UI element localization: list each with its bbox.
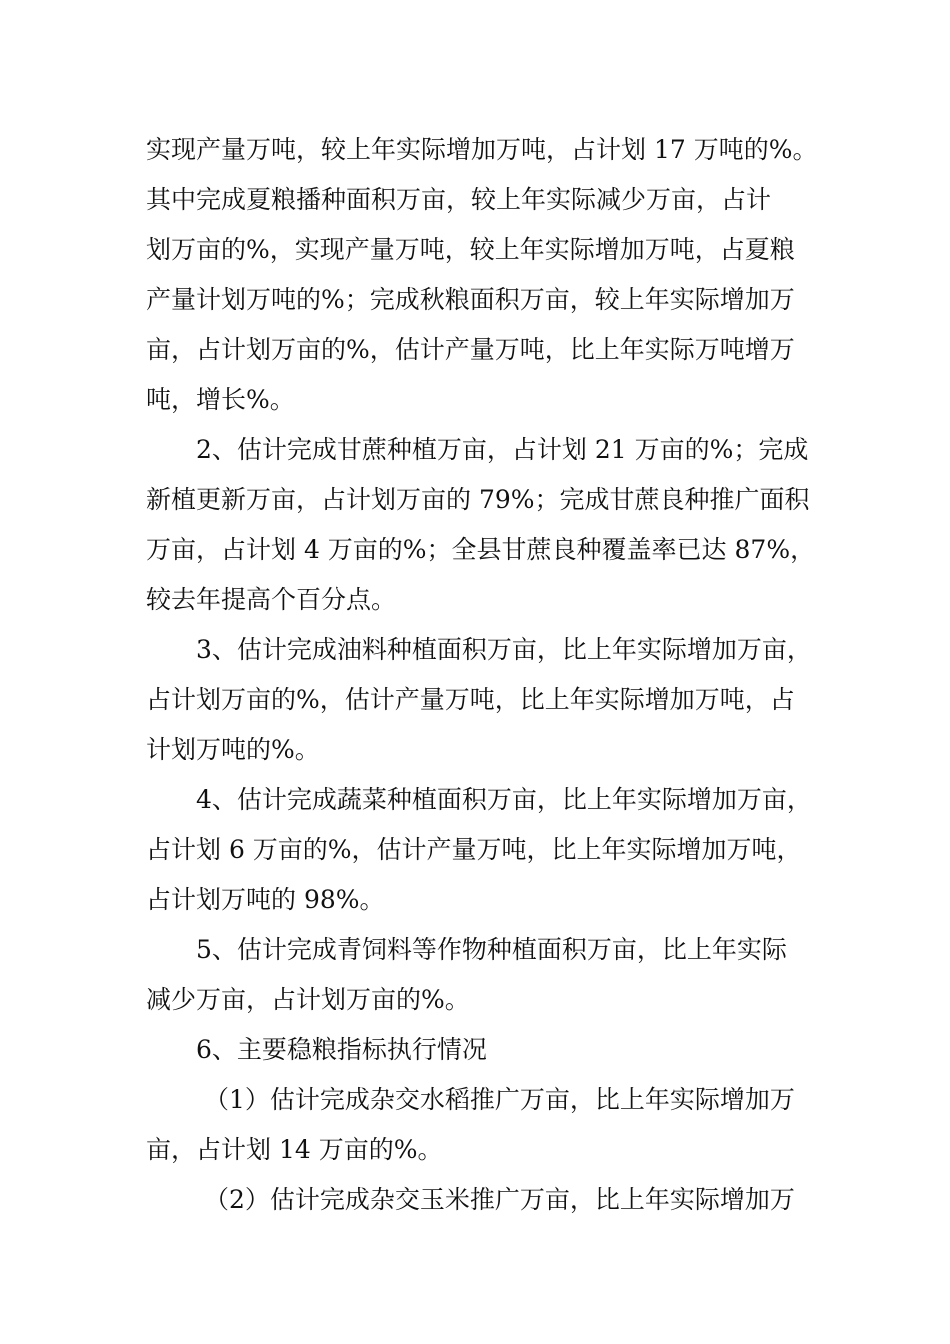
text-line: 减少万亩，占计划万亩的%。 [146,985,470,1014]
paragraph-4-start: 4、估计完成蔬菜种植面积万亩，比上年实际增加万亩， [196,785,812,814]
text-line: 实现产量万吨，较上年实际增加万吨，占计划 17 万吨的%。 [146,135,818,164]
paragraph-2-start: 2、估计完成甘蔗种植万亩，占计划 21 万亩的%；完成 [196,435,809,464]
text-line: 万亩，占计划 4 万亩的%；全县甘蔗良种覆盖率已达 87%， [146,535,816,564]
text-line: 划万亩的%，实现产量万吨，较上年实际增加万吨，占夏粮 [146,235,795,264]
text-line: 占计划万亩的%，估计产量万吨，比上年实际增加万吨，占 [146,685,795,714]
text-line: 占计划万吨的 98%。 [146,885,385,914]
text-line: 吨，增长%。 [146,385,295,414]
text-line: 亩，占计划万亩的%，估计产量万吨，比上年实际万吨增万 [146,335,795,364]
paragraph-3-start: 3、估计完成油料种植面积万亩，比上年实际增加万亩， [196,635,812,664]
text-line: 计划万吨的%。 [146,735,320,764]
text-line: 其中完成夏粮播种面积万亩，较上年实际减少万亩，占计 [146,185,772,214]
text-line: 较去年提高个百分点。 [146,585,397,614]
text-line: 新植更新万亩，占计划万亩的 79%；完成甘蔗良种推广面积 [146,485,810,514]
text-line: 产量计划万吨的%；完成秋粮面积万亩，较上年实际增加万 [146,285,795,314]
subitem-1-start: （1）估计完成杂交水稻推广万亩，比上年实际增加万 [204,1085,795,1114]
text-line: 亩，占计划 14 万亩的%。 [146,1135,443,1164]
section-heading-6: 6、主要稳粮指标执行情况 [196,1035,487,1064]
subitem-2-start: （2）估计完成杂交玉米推广万亩，比上年实际增加万 [204,1185,795,1214]
text-line: 占计划 6 万亩的%，估计产量万吨，比上年实际增加万吨， [146,835,802,864]
paragraph-5-start: 5、估计完成青饲料等作物种植面积万亩，比上年实际 [196,935,787,964]
